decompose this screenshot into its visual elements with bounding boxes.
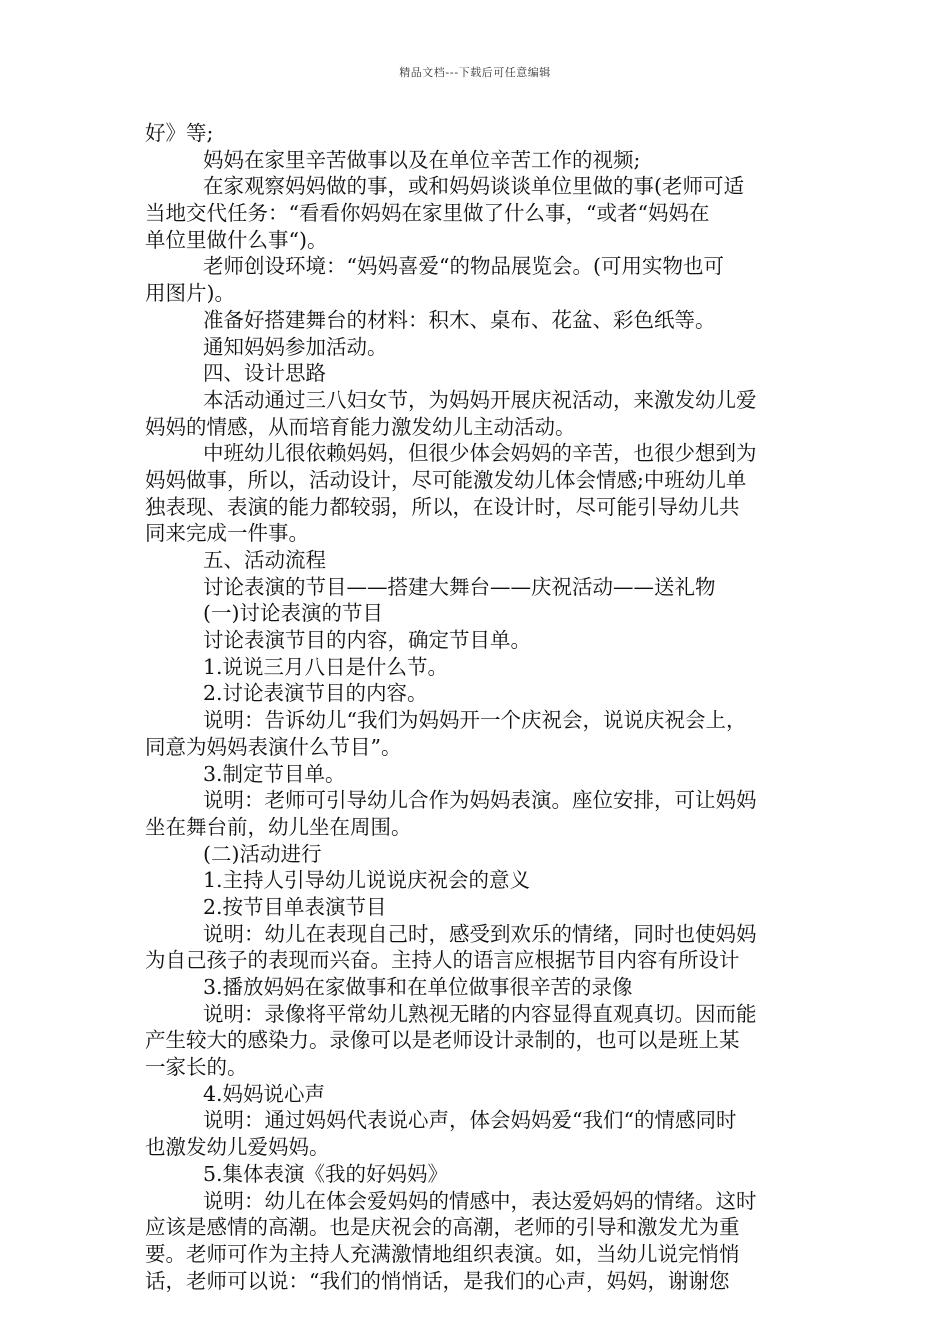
text-line: 3.制定节目单。 [203,761,346,786]
text-line: (一)讨论表演的节目 [203,601,383,626]
text-line: 应该是感情的高潮。也是庆祝会的高潮，老师的引导和激发尤为重 [145,1215,740,1240]
text-line: 妈妈做事，所以，活动设计，尽可能激发幼儿体会情感;中班幼儿单 [145,467,747,492]
text-line: 产生较大的感染力。录像可以是老师设计录制的，也可以是班上某 [145,1028,740,1053]
text-line: 独表现、表演的能力都较弱，所以，在设计时，尽可能引导幼儿共 [145,494,740,519]
text-line: 讨论表演的节目——搭建大舞台——庆祝活动——送礼物 [203,574,716,599]
text-line: 2.按节目单表演节目 [203,894,387,919]
text-line: (二)活动进行 [203,841,322,866]
text-line: 说明：老师可引导幼儿合作为妈妈表演。座位安排，可让妈妈 [203,788,757,813]
text-line: 1.主持人引导幼儿说说庆祝会的意义 [203,868,531,893]
text-line: 同意为妈妈表演什么节目”。 [145,734,402,759]
text-line: 也激发幼儿爱妈妈。 [145,1135,330,1160]
text-line: 同来完成一件事。 [145,521,309,546]
document-body [145,120,815,1294]
text-line: 五、活动流程 [203,548,326,572]
text-line: 老师创设环境：“妈妈喜爱“的物品展览会。(可用实物也可 [203,254,724,279]
text-line: 3.播放妈妈在家做事和在单位做事很辛苦的录像 [203,975,633,999]
text-line: 为自己孩子的表现而兴奋。主持人的语言应根据节目内容有所设计 [145,948,740,973]
text-line: 说明：告诉幼儿“我们为妈妈开一个庆祝会，说说庆祝会上， [203,708,747,733]
text-line: 2.讨论表演节目的内容。 [203,681,428,706]
text-line: 说明：通过妈妈代表说心声，体会妈妈爱“我们“的情感同时 [203,1108,737,1133]
text-line: 要。老师可作为主持人充满激情地组织表演。如，当幼儿说完悄悄 [145,1241,740,1266]
text-line: 准备好搭建舞台的材料：积木、桌布、花盆、彩色纸等。 [203,307,716,332]
text-line: 通知妈妈参加活动。 [203,334,388,359]
text-line: 四、设计思路 [203,361,326,386]
text-line: 坐在舞台前，幼儿坐在周围。 [145,814,412,839]
text-line: 当地交代任务：“看看你妈妈在家里做了什么事，“或者“妈妈在 [145,201,710,226]
page-header: 精品文档---下载后可任意编辑 [399,66,551,79]
text-line: 说明：幼儿在体会爱妈妈的情感中，表达爱妈妈的情绪。这时 [203,1188,757,1213]
text-line: 1.说说三月八日是什么节。 [203,654,449,679]
text-line: 妈妈的情感，从而培育能力激发幼儿主动活动。 [145,414,576,439]
text-line: 5.集体表演《我的好妈妈》 [203,1161,449,1186]
text-line: 在家观察妈妈做的事，或和妈妈谈谈单位里做的事(老师可适 [203,174,744,199]
text-line: 妈妈在家里辛苦做事以及在单位辛苦工作的视频; [203,147,641,172]
text-line: 说明：录像将平常幼儿熟视无睹的内容显得直观真切。因而能 [203,1001,757,1026]
text-line: 4.妈妈说心声 [203,1081,326,1106]
text-line: 本活动通过三八妇女节，为妈妈开展庆祝活动，来激发幼儿爱 [203,387,757,412]
text-line: 讨论表演节目的内容，确定节目单。 [203,628,531,653]
text-line: 话，老师可以说：“我们的悄悄话，是我们的心声，妈妈，谢谢您 [145,1268,730,1293]
text-line: 中班幼儿很依赖妈妈，但很少体会妈妈的辛苦，也很少想到为 [203,441,757,466]
text-line: 好》等; [145,121,214,145]
text-line: 说明：幼儿在表现自己时，感受到欢乐的情绪，同时也使妈妈 [203,921,757,946]
text-line: 用图片)。 [145,281,235,306]
text-line: 一家长的。 [145,1055,248,1080]
text-line: 单位里做什么事“)。 [145,227,328,252]
